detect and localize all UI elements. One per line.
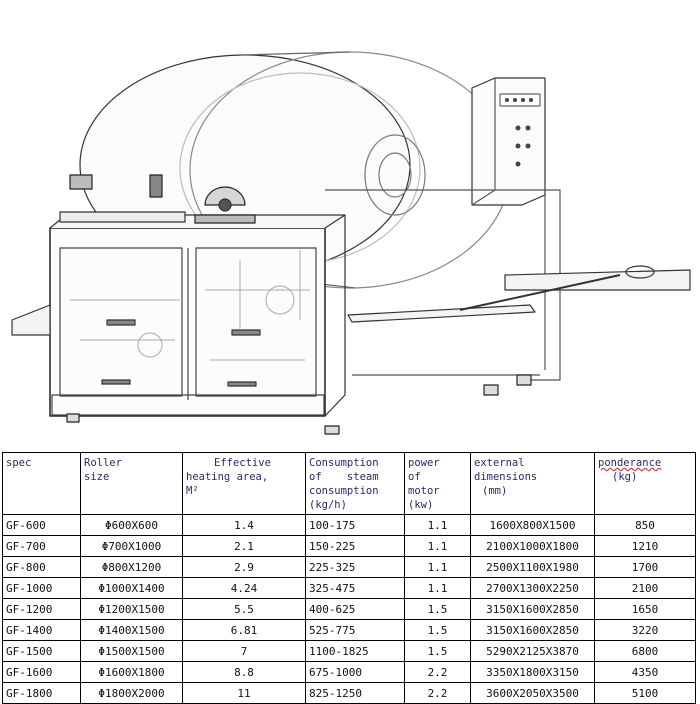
cell-weight: 2100 [595,578,696,599]
cell-spec: GF-800 [3,557,81,578]
cell-power: 1.1 [405,578,471,599]
header-roller-size: Roller size [81,453,183,515]
cell-roller: Φ1200X1500 [81,599,183,620]
cell-power: 2.2 [405,683,471,704]
table-row [3,599,696,620]
cell-area: 11 [183,683,306,704]
cell-weight: 3220 [595,620,696,641]
cell-power: 1.5 [405,641,471,662]
control-cabinet [472,78,545,205]
cell-dim: 3350X1800X3150 [471,662,595,683]
cell-roller: Φ1400X1500 [81,620,183,641]
cell-power: 1.5 [405,599,471,620]
cell-spec: GF-1000 [3,578,81,599]
cell-weight: 4350 [595,662,696,683]
cell-dim: 3150X1600X2850 [471,620,595,641]
cell-spec: GF-1200 [3,599,81,620]
cell-spec: GF-1600 [3,662,81,683]
cell-roller: Φ1800X2000 [81,683,183,704]
cell-area: 4.24 [183,578,306,599]
cell-spec: GF-1800 [3,683,81,704]
cell-dim: 2500X1100X1980 [471,557,595,578]
cell-area: 8.8 [183,662,306,683]
cell-weight: 5100 [595,683,696,704]
cell-dim: 1600X800X1500 [471,515,595,536]
cell-steam: 1100-1825 [306,641,405,662]
cell-weight: 850 [595,515,696,536]
cell-power: 1.1 [405,536,471,557]
cell-dim: 3150X1600X2850 [471,599,595,620]
cell-area: 7 [183,641,306,662]
header-external-dimensions: external dimensions (mm) [471,453,595,515]
cell-power: 1.1 [405,557,471,578]
cell-dim: 2100X1000X1800 [471,536,595,557]
cell-roller: Φ600X600 [81,515,183,536]
table-row [3,536,696,557]
header-spec: spec [3,453,81,515]
cell-weight: 6800 [595,641,696,662]
cell-power: 1.5 [405,620,471,641]
cell-dim: 3600X2050X3500 [471,683,595,704]
cell-area: 5.5 [183,599,306,620]
table-header-row [3,453,696,515]
spec-table-body [3,515,696,704]
cell-steam: 525-775 [306,620,405,641]
table-row [3,683,696,704]
cell-steam: 825-1250 [306,683,405,704]
cell-spec: GF-700 [3,536,81,557]
cell-weight: 1650 [595,599,696,620]
cell-steam: 675-1000 [306,662,405,683]
cell-roller: Φ1600X1800 [81,662,183,683]
cell-dim: 5290X2125X3870 [471,641,595,662]
header-motor-power: power of motor (kw) [405,453,471,515]
table-row [3,641,696,662]
cell-roller: Φ700X1000 [81,536,183,557]
table-row [3,515,696,536]
cell-steam: 225-325 [306,557,405,578]
cell-steam: 325-475 [306,578,405,599]
cell-roller: Φ800X1200 [81,557,183,578]
table-row [3,620,696,641]
cell-spec: GF-1400 [3,620,81,641]
cell-power: 2.2 [405,662,471,683]
cell-area: 2.1 [183,536,306,557]
cell-roller: Φ1000X1400 [81,578,183,599]
table-row [3,662,696,683]
cell-power: 1.1 [405,515,471,536]
cell-area: 1.4 [183,515,306,536]
cell-spec: GF-600 [3,515,81,536]
cell-area: 2.9 [183,557,306,578]
table-row [3,557,696,578]
cell-weight: 1700 [595,557,696,578]
cell-steam: 400-625 [306,599,405,620]
cell-dim: 2700X1300X2250 [471,578,595,599]
header-ponderance: ponderance (kg) [595,453,696,515]
cell-area: 6.81 [183,620,306,641]
header-steam-consumption: Consumption of steam consumption (kg/h) [306,453,405,515]
cell-steam: 150-225 [306,536,405,557]
spec-table [2,452,696,704]
header-heating-area: Effective heating area, M² [183,453,306,515]
cell-weight: 1210 [595,536,696,557]
cell-steam: 100-175 [306,515,405,536]
cell-spec: GF-1500 [3,641,81,662]
table-row [3,578,696,599]
cell-roller: Φ1500X1500 [81,641,183,662]
